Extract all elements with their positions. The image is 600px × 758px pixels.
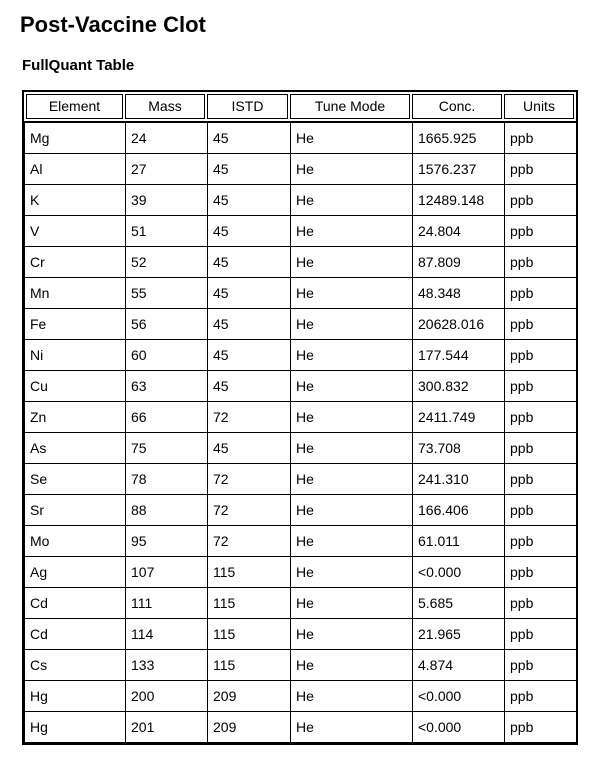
fullquant-table	[22, 90, 578, 745]
column-header-element: Element	[26, 94, 123, 119]
cell-conc: <0.000	[413, 681, 505, 712]
cell-istd: 45	[208, 154, 291, 185]
cell-units: ppb	[505, 216, 577, 247]
cell-tune-mode: He	[291, 650, 413, 681]
table-header	[24, 92, 576, 121]
table-row	[25, 278, 577, 309]
cell-conc: 166.406	[413, 495, 505, 526]
cell-units: ppb	[505, 402, 577, 433]
cell-mass: 111	[126, 588, 208, 619]
cell-element: Se	[25, 464, 126, 495]
cell-units: ppb	[505, 526, 577, 557]
table-row	[25, 526, 577, 557]
cell-conc: 73.708	[413, 433, 505, 464]
cell-tune-mode: He	[291, 154, 413, 185]
cell-conc: 20628.016	[413, 309, 505, 340]
cell-units: ppb	[505, 619, 577, 650]
cell-tune-mode: He	[291, 340, 413, 371]
cell-tune-mode: He	[291, 185, 413, 216]
cell-tune-mode: He	[291, 681, 413, 712]
cell-istd: 209	[208, 712, 291, 743]
cell-tune-mode: He	[291, 216, 413, 247]
cell-conc: 241.310	[413, 464, 505, 495]
cell-units: ppb	[505, 495, 577, 526]
cell-istd: 115	[208, 619, 291, 650]
cell-tune-mode: He	[291, 712, 413, 743]
cell-conc: 61.011	[413, 526, 505, 557]
cell-tune-mode: He	[291, 247, 413, 278]
cell-conc: 5.685	[413, 588, 505, 619]
cell-units: ppb	[505, 340, 577, 371]
cell-conc: 12489.148	[413, 185, 505, 216]
cell-tune-mode: He	[291, 309, 413, 340]
page-title: Post-Vaccine Clot	[20, 12, 206, 37]
cell-istd: 115	[208, 557, 291, 588]
cell-mass: 39	[126, 185, 208, 216]
cell-element: V	[25, 216, 126, 247]
cell-istd: 72	[208, 495, 291, 526]
table-row	[25, 495, 577, 526]
cell-conc: <0.000	[413, 557, 505, 588]
cell-units: ppb	[505, 650, 577, 681]
column-header-mass: Mass	[125, 94, 205, 119]
cell-units: ppb	[505, 712, 577, 743]
cell-istd: 45	[208, 278, 291, 309]
cell-element: Fe	[25, 309, 126, 340]
table-row	[25, 340, 577, 371]
cell-element: Al	[25, 154, 126, 185]
cell-mass: 56	[126, 309, 208, 340]
cell-element: Ag	[25, 557, 126, 588]
cell-mass: 78	[126, 464, 208, 495]
cell-istd: 45	[208, 433, 291, 464]
cell-istd: 45	[208, 122, 291, 154]
cell-element: Mg	[25, 122, 126, 154]
cell-units: ppb	[505, 154, 577, 185]
cell-conc: 1665.925	[413, 122, 505, 154]
table-row	[25, 154, 577, 185]
cell-conc: <0.000	[413, 712, 505, 743]
cell-tune-mode: He	[291, 495, 413, 526]
cell-element: K	[25, 185, 126, 216]
cell-mass: 63	[126, 371, 208, 402]
table-row	[25, 216, 577, 247]
cell-mass: 75	[126, 433, 208, 464]
cell-element: Ni	[25, 340, 126, 371]
cell-units: ppb	[505, 185, 577, 216]
column-header-tune-mode: Tune Mode	[290, 94, 410, 119]
cell-istd: 45	[208, 340, 291, 371]
table-subtitle: FullQuant Table	[22, 57, 135, 74]
cell-istd: 72	[208, 526, 291, 557]
cell-units: ppb	[505, 464, 577, 495]
cell-istd: 45	[208, 185, 291, 216]
cell-units: ppb	[505, 681, 577, 712]
column-header-conc: Conc.	[412, 94, 502, 119]
cell-mass: 200	[126, 681, 208, 712]
table-row	[25, 309, 577, 340]
cell-mass: 133	[126, 650, 208, 681]
cell-tune-mode: He	[291, 122, 413, 154]
cell-element: Cu	[25, 371, 126, 402]
cell-tune-mode: He	[291, 619, 413, 650]
table-row	[25, 402, 577, 433]
cell-tune-mode: He	[291, 526, 413, 557]
cell-istd: 45	[208, 247, 291, 278]
cell-istd: 45	[208, 371, 291, 402]
cell-element: Mo	[25, 526, 126, 557]
cell-tune-mode: He	[291, 371, 413, 402]
cell-mass: 24	[126, 122, 208, 154]
cell-conc: 2411.749	[413, 402, 505, 433]
cell-istd: 72	[208, 464, 291, 495]
cell-element: Sr	[25, 495, 126, 526]
cell-istd: 115	[208, 650, 291, 681]
cell-element: Cd	[25, 619, 126, 650]
cell-istd: 45	[208, 309, 291, 340]
column-header-istd: ISTD	[207, 94, 288, 119]
table-row	[25, 712, 577, 743]
cell-conc: 300.832	[413, 371, 505, 402]
table-row	[25, 681, 577, 712]
cell-element: Hg	[25, 712, 126, 743]
cell-units: ppb	[505, 433, 577, 464]
cell-mass: 95	[126, 526, 208, 557]
cell-mass: 52	[126, 247, 208, 278]
table-row	[25, 650, 577, 681]
table-row	[25, 464, 577, 495]
cell-element: Cd	[25, 588, 126, 619]
cell-element: Mn	[25, 278, 126, 309]
table-row	[25, 619, 577, 650]
table-row	[25, 557, 577, 588]
table-row	[25, 433, 577, 464]
cell-mass: 60	[126, 340, 208, 371]
cell-istd: 72	[208, 402, 291, 433]
cell-units: ppb	[505, 122, 577, 154]
cell-mass: 88	[126, 495, 208, 526]
table-row	[25, 122, 577, 154]
cell-istd: 209	[208, 681, 291, 712]
cell-tune-mode: He	[291, 402, 413, 433]
cell-mass: 51	[126, 216, 208, 247]
cell-mass: 27	[126, 154, 208, 185]
cell-tune-mode: He	[291, 278, 413, 309]
cell-units: ppb	[505, 557, 577, 588]
cell-element: Cr	[25, 247, 126, 278]
cell-units: ppb	[505, 371, 577, 402]
cell-element: Hg	[25, 681, 126, 712]
cell-tune-mode: He	[291, 588, 413, 619]
cell-element: Zn	[25, 402, 126, 433]
cell-istd: 115	[208, 588, 291, 619]
table-row	[25, 185, 577, 216]
cell-units: ppb	[505, 278, 577, 309]
cell-tune-mode: He	[291, 464, 413, 495]
table-row	[25, 588, 577, 619]
cell-element: Cs	[25, 650, 126, 681]
cell-tune-mode: He	[291, 557, 413, 588]
cell-conc: 4.874	[413, 650, 505, 681]
table-body	[24, 121, 577, 743]
cell-conc: 1576.237	[413, 154, 505, 185]
table-header-row	[26, 94, 574, 119]
cell-istd: 45	[208, 216, 291, 247]
cell-units: ppb	[505, 247, 577, 278]
cell-element: As	[25, 433, 126, 464]
cell-units: ppb	[505, 309, 577, 340]
table-row	[25, 247, 577, 278]
table-row	[25, 371, 577, 402]
column-header-units: Units	[504, 94, 574, 119]
cell-conc: 177.544	[413, 340, 505, 371]
cell-conc: 24.804	[413, 216, 505, 247]
cell-conc: 87.809	[413, 247, 505, 278]
cell-mass: 201	[126, 712, 208, 743]
cell-conc: 21.965	[413, 619, 505, 650]
cell-mass: 55	[126, 278, 208, 309]
cell-mass: 114	[126, 619, 208, 650]
cell-mass: 107	[126, 557, 208, 588]
cell-conc: 48.348	[413, 278, 505, 309]
cell-units: ppb	[505, 588, 577, 619]
cell-tune-mode: He	[291, 433, 413, 464]
cell-mass: 66	[126, 402, 208, 433]
